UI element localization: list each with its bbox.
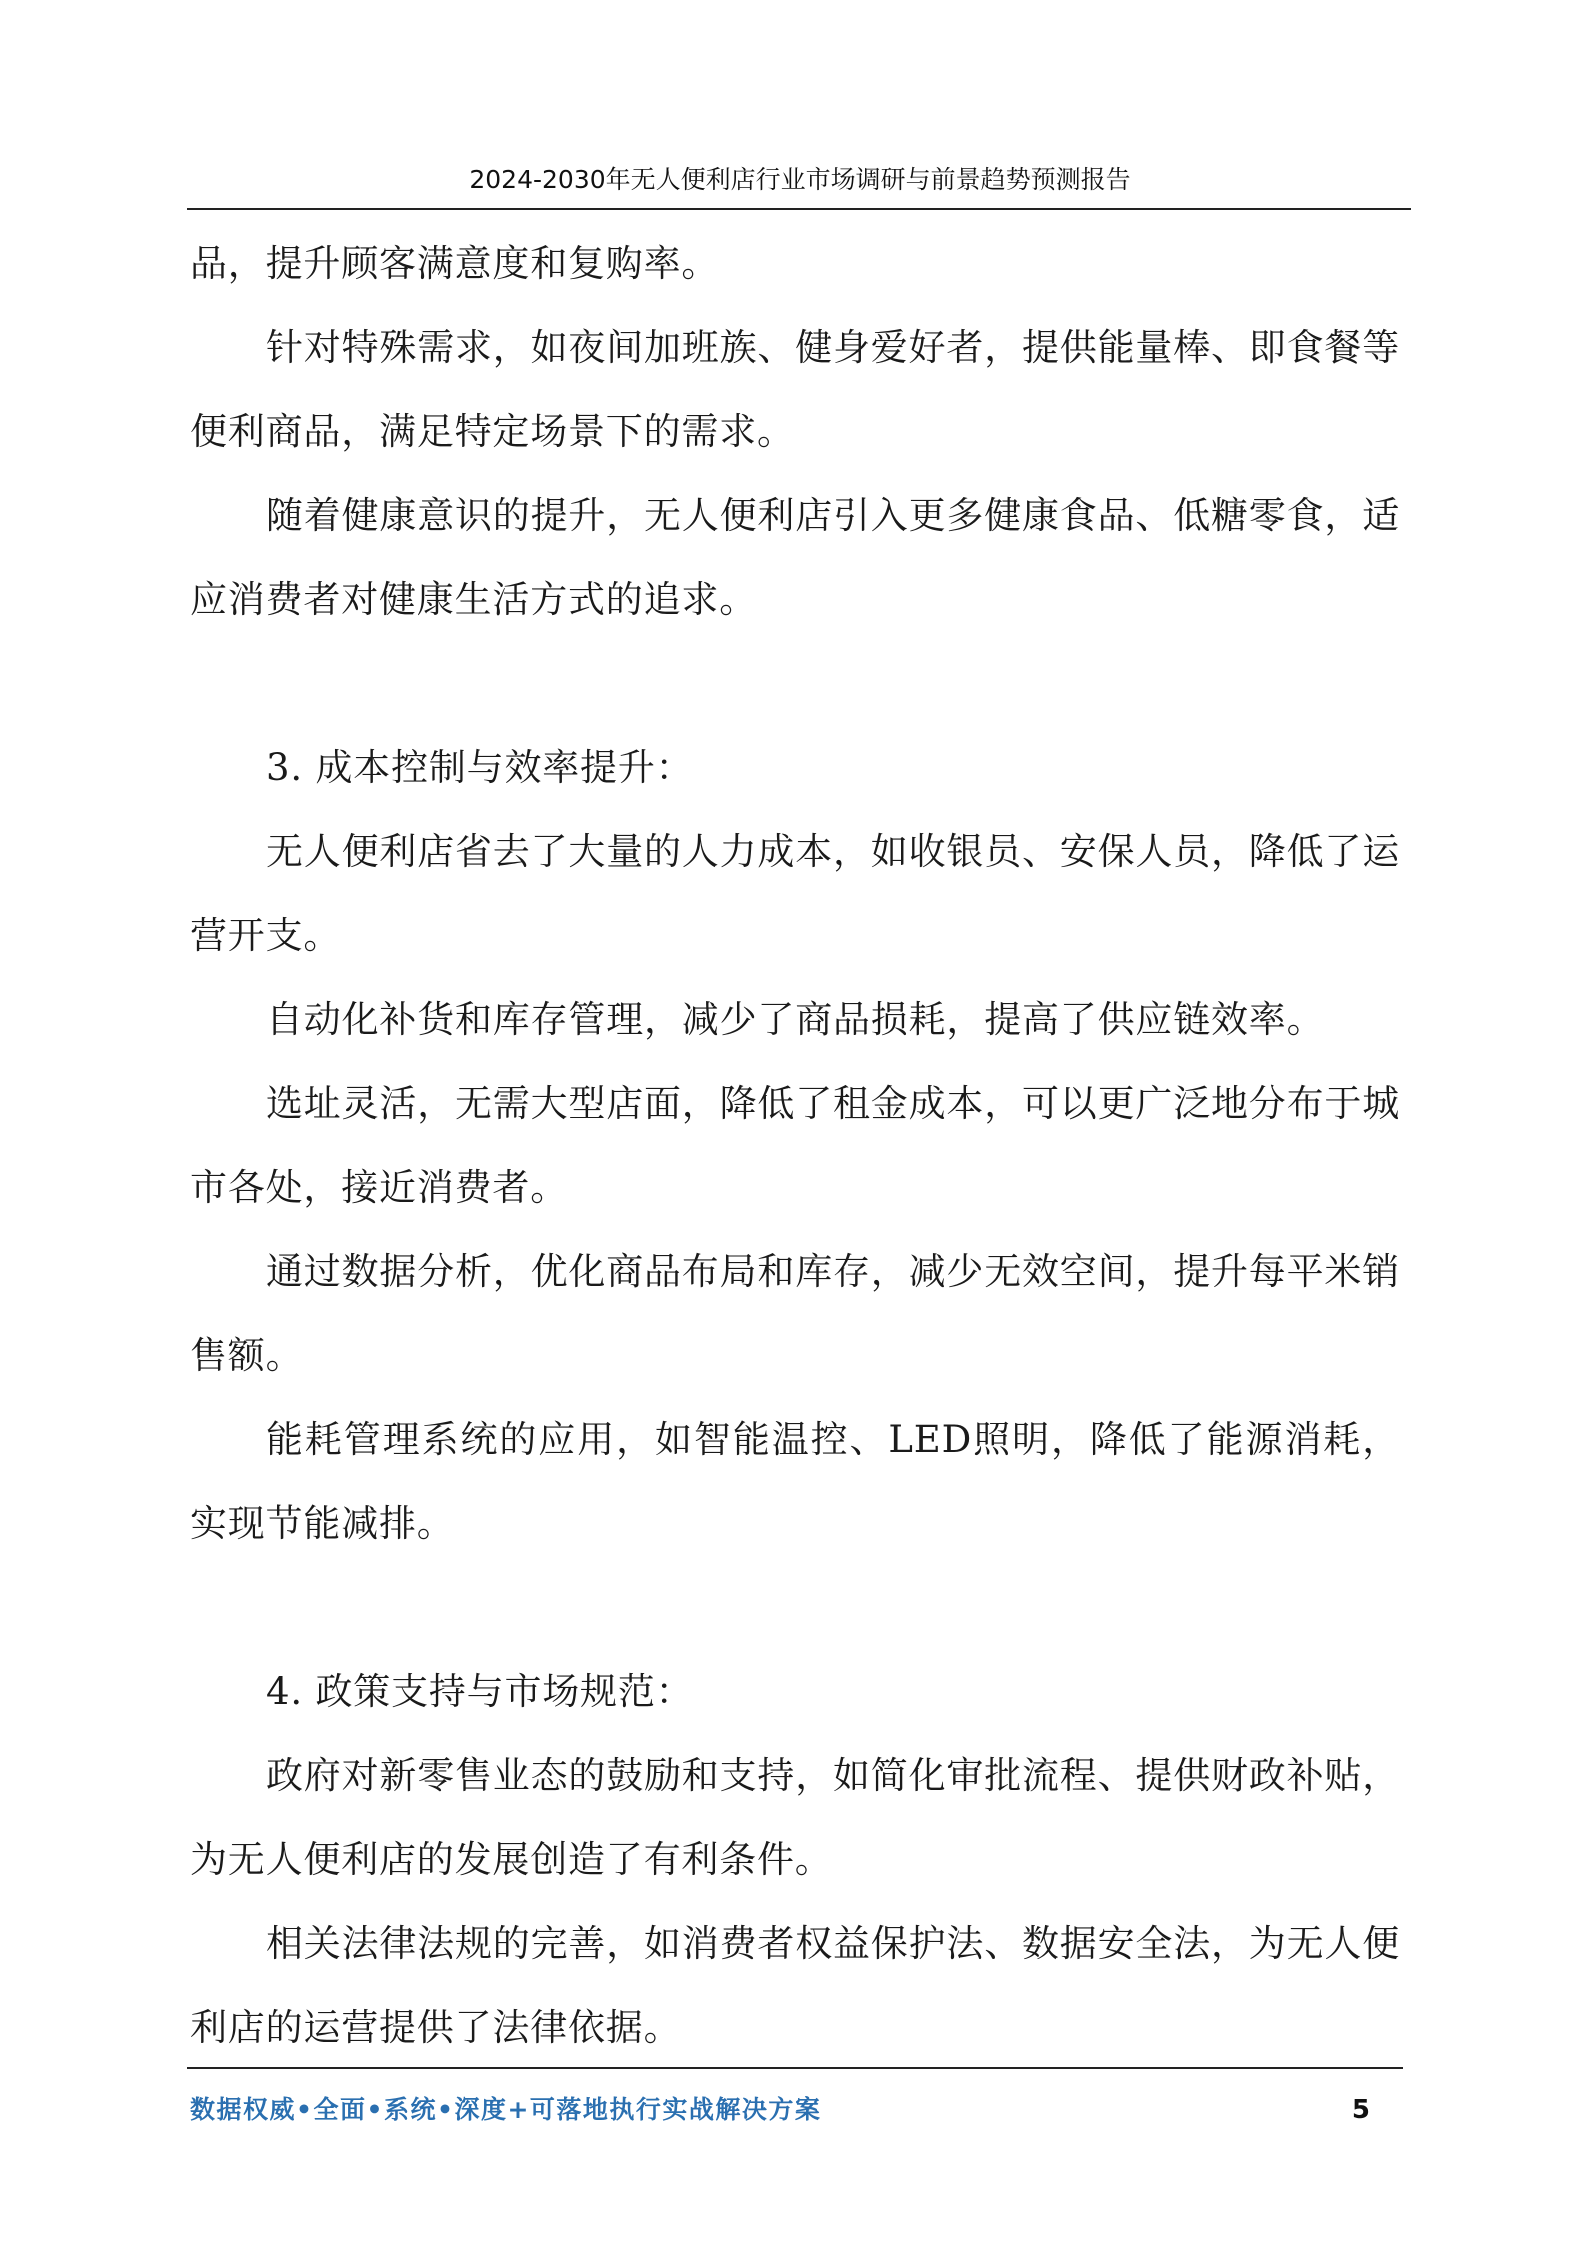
paragraph: 政府对新零售业态的鼓励和支持，如简化审批流程、提供财政补贴，为无人便利店的发展创造了有利条件。 [190, 1754, 1400, 1881]
section-spacer [190, 642, 1400, 726]
header-divider [187, 208, 1411, 210]
paragraph: 自动化补货和库存管理，减少了商品损耗，提高了供应链效率。 [266, 998, 1325, 1041]
paragraph: 选址灵活，无需大型店面，降低了租金成本，可以更广泛地分布于城市各处，接近消费者。 [190, 1082, 1400, 1209]
paragraph: 品，提升顾客满意度和复购率。 [190, 242, 720, 285]
paragraph: 无人便利店省去了大量的人力成本，如收银员、安保人员，降低了运营开支。 [190, 830, 1400, 957]
paragraph: 相关法律法规的完善，如消费者权益保护法、数据安全法，为无人便利店的运营提供了法律依据。 [190, 1922, 1400, 2049]
paragraph: 针对特殊需求，如夜间加班族、健身爱好者，提供能量棒、即食餐等便利商品，满足特定场景下的需求。 [190, 326, 1400, 453]
document-body [190, 222, 1400, 2070]
section-spacer [190, 1566, 1400, 1650]
paragraph: 随着健康意识的提升，无人便利店引入更多健康食品、低糖零食，适应消费者对健康生活方式的追求。 [190, 494, 1400, 621]
section-heading: 3. 成本控制与效率提升： [266, 746, 694, 789]
footer-divider [187, 2067, 1403, 2069]
section-heading: 4. 政策支持与市场规范： [266, 1670, 694, 1713]
paragraph: 能耗管理系统的应用，如智能温控、LED照明，降低了能源消耗，实现节能减排。 [190, 1418, 1400, 1545]
footer-slogan: 数据权威•全面•系统•深度+可落地执行实战解决方案 [190, 2095, 822, 2124]
paragraph: 通过数据分析，优化商品布局和库存，减少无效空间，提升每平米销售额。 [190, 1250, 1400, 1377]
page-header-title: 2024-2030年无人便利店行业市场调研与前景趋势预测报告 [469, 165, 1131, 194]
page-number: 5 [1351, 2095, 1370, 2125]
